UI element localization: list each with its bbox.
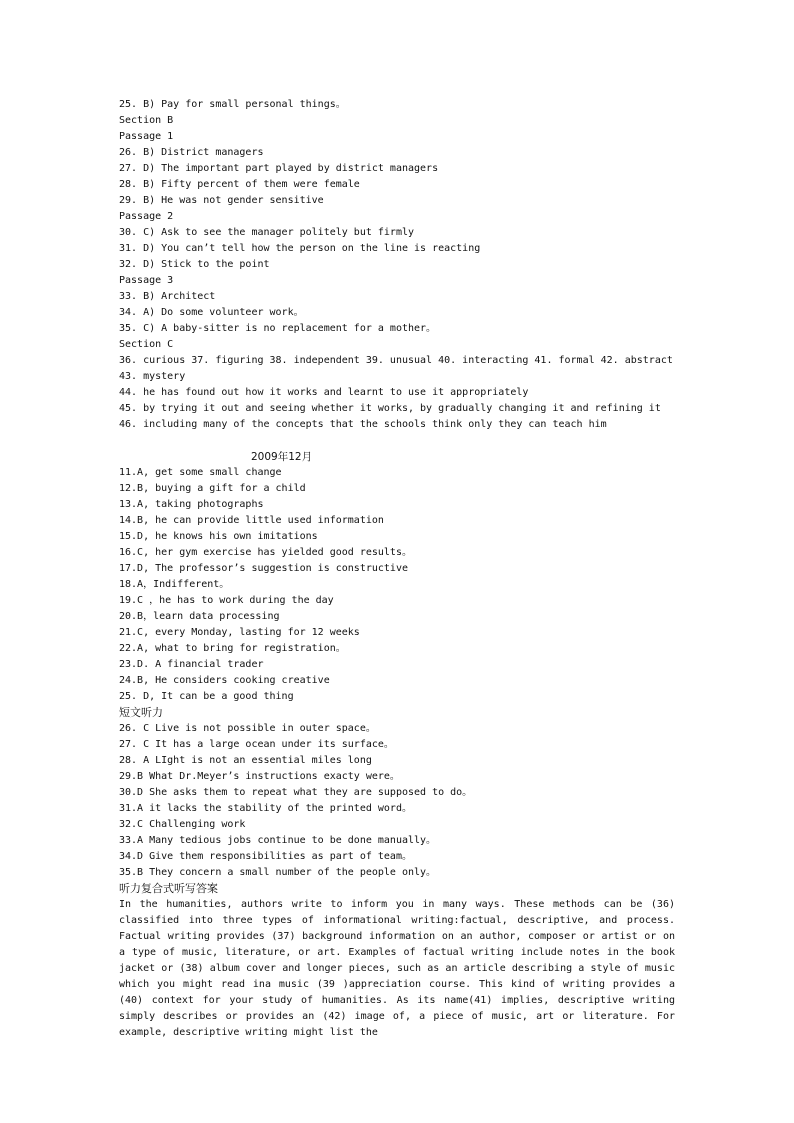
answer-line: 19.C ，he has to work during the day <box>119 595 334 606</box>
answer-line: 26. B) District managers <box>119 147 264 158</box>
section-heading-dictation: 听力复合式听写答案 <box>119 882 218 895</box>
answer-line: 25. B) Pay for small personal things。 <box>119 99 346 110</box>
answer-line: 16.C, her gym exercise has yielded good results。 <box>119 547 412 558</box>
answer-line: 35.B They concern a small number of the people only。 <box>119 867 437 878</box>
answers-block-1 <box>119 97 675 353</box>
answers-block-4 <box>119 721 675 881</box>
answer-line: 26. C Live is not possible in outer space。 <box>119 723 376 734</box>
answer-line: 34. A) Do some volunteer work。 <box>119 307 304 318</box>
dictation-paragraph: In the humanities, authors write to inform you in many ways. These methods can be (36) classified into three types of informational writing:factual, descriptive, and process. Factual writing provides (37) background information on an author, composer or artist or on a type of music, literature, or art. Examples of factual writing include notes in the book jacket or (38) album cover and longer pieces, such as an article describing a style of music which you might read ina music (39 )appreciation course. This kind of writing provides a (40) context for your study of humanities. As its name(41) implies, descriptive writing simply describes or provides an (42) image of, a piece of music, art or literature. For example, descriptive writing might list the <box>119 899 675 1038</box>
answer-line: 28. B) Fifty percent of them were female <box>119 179 360 190</box>
answer-line: 27. C It has a large ocean under its surface。 <box>119 739 394 750</box>
answer-line: 15.D, he knows his own imitations <box>119 531 318 542</box>
answer-line: 27. D) The important part played by district managers <box>119 163 439 174</box>
answer-line: 24.B, He considers cooking creative <box>119 675 330 686</box>
answers-block-3 <box>119 465 675 705</box>
answer-line: 32.C Challenging work <box>119 819 246 830</box>
answer-line: 22.A, what to bring for registration。 <box>119 643 346 654</box>
answer-line: 33.A Many tedious jobs continue to be done manually。 <box>119 835 437 846</box>
spacer <box>119 433 675 449</box>
answer-line: 29.B What Dr.Meyer’s instructions exacty were。 <box>119 771 400 782</box>
passage-label: Passage 2 <box>119 211 174 222</box>
answer-line: 14.B, he can provide little used information <box>119 515 384 526</box>
answer-line: 25. D, It can be a good thing <box>119 691 294 702</box>
answer-line: 32. D) Stick to the point <box>119 259 270 270</box>
date-heading: 2009年12月 <box>251 451 313 463</box>
answer-line: 13.A, taking photographs <box>119 499 264 510</box>
answer-line: 21.C, every Monday, lasting for 12 weeks <box>119 627 360 638</box>
answer-line: 29. B) He was not gender sensitive <box>119 195 324 206</box>
answer-line: 17.D, The professor’s suggestion is constructive <box>119 563 408 574</box>
answer-line: 45. by trying it out and seeing whether it works, by gradually changing it and refining it <box>119 403 661 414</box>
answer-line: 18.A，Indifferent。 <box>119 579 230 590</box>
answer-line: 31. D) You can’t tell how the person on the line is reacting <box>119 243 481 254</box>
answer-line: 33. B) Architect <box>119 291 216 302</box>
section-heading-short-passage: 短文听力 <box>119 706 163 719</box>
answer-line: 12.B, buying a gift for a child <box>119 483 306 494</box>
answer-line: 11.A, get some small change <box>119 467 282 478</box>
section-label: Section B <box>119 115 174 126</box>
section-c-word-answers: 36. curious 37. figuring 38. independent 39. unusual 40. interacting 41. formal 42. abstract 43. mystery <box>119 355 673 382</box>
answer-line: 23.D. A financial trader <box>119 659 264 670</box>
answer-line: 30. C) Ask to see the manager politely but firmly <box>119 227 415 238</box>
answer-line: 31.A it lacks the stability of the printed word。 <box>119 803 412 814</box>
section-label: Section C <box>119 339 174 350</box>
answer-line: 46. including many of the concepts that the schools think only they can teach him <box>119 419 607 430</box>
passage-label: Passage 3 <box>119 275 174 286</box>
answer-line: 44. he has found out how it works and learnt to use it appropriately <box>119 387 529 398</box>
answer-line: 20.B，learn data processing <box>119 611 280 622</box>
passage-label: Passage 1 <box>119 131 174 142</box>
answer-line: 34.D Give them responsibilities as part of team。 <box>119 851 412 862</box>
answer-line: 28. A LIght is not an essential miles long <box>119 755 372 766</box>
answer-line: 30.D She asks them to repeat what they are supposed to do。 <box>119 787 473 798</box>
document-page <box>119 97 675 1041</box>
answer-line: 35. C) A baby-sitter is no replacement for a mother。 <box>119 323 437 334</box>
answers-block-2 <box>119 385 675 433</box>
